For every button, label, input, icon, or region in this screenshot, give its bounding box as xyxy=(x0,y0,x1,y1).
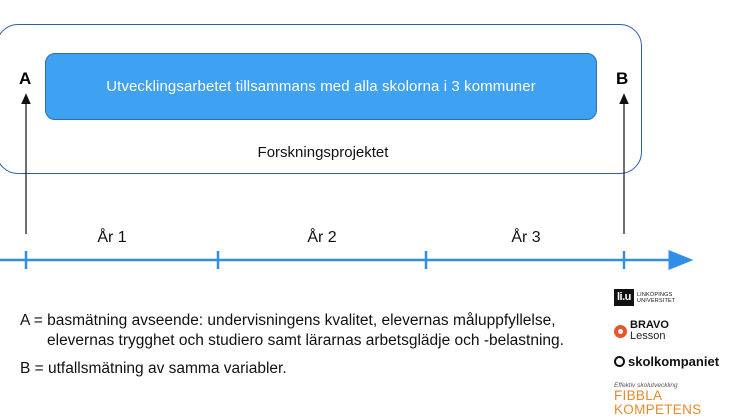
development-work-label: Utvecklingsarbetet tillsammans med alla skolorna i 3 kommuner xyxy=(106,78,536,95)
skolkompaniet-logo xyxy=(614,354,719,369)
marker-a-label: A xyxy=(19,69,32,88)
legend-a-line2: elevernas trygghet och studiero samt lärarnas arbetsglädje och -belastning. xyxy=(47,332,564,349)
research-project-label: Forskningsprojektet xyxy=(257,144,389,161)
year-1-label: År 1 xyxy=(97,229,127,246)
fibbla-name: FIBBLA KOMPETENS xyxy=(614,388,702,417)
legend-b-line: B = utfallsmätning av samma variabler. xyxy=(20,360,287,377)
skolkompaniet-text: skolkompaniet xyxy=(628,354,720,369)
liu-logo-text: LINKÖPINGS UNIVERSITET xyxy=(636,291,676,304)
liu-logo xyxy=(614,289,682,306)
year-3-label: År 3 xyxy=(511,229,541,246)
fibbla-kompetens-logo xyxy=(614,382,746,417)
bravo-lesson-logo xyxy=(614,320,669,342)
legend-a-line1: A = basmätning avseende: undervisningens kvalitet, elevernas måluppfyllelse, xyxy=(20,312,556,329)
liu-logo-mark: li.u xyxy=(614,289,634,306)
marker-b-label: B xyxy=(616,69,629,88)
bravo-icon xyxy=(614,325,627,338)
bravo-title: BRAVO xyxy=(630,319,669,331)
year-2-label: År 2 xyxy=(307,229,337,246)
bravo-subtitle: Lesson xyxy=(630,330,666,342)
fibbla-tagline: Effektiv skolutveckling xyxy=(614,382,678,389)
skolkompaniet-icon xyxy=(614,356,625,367)
